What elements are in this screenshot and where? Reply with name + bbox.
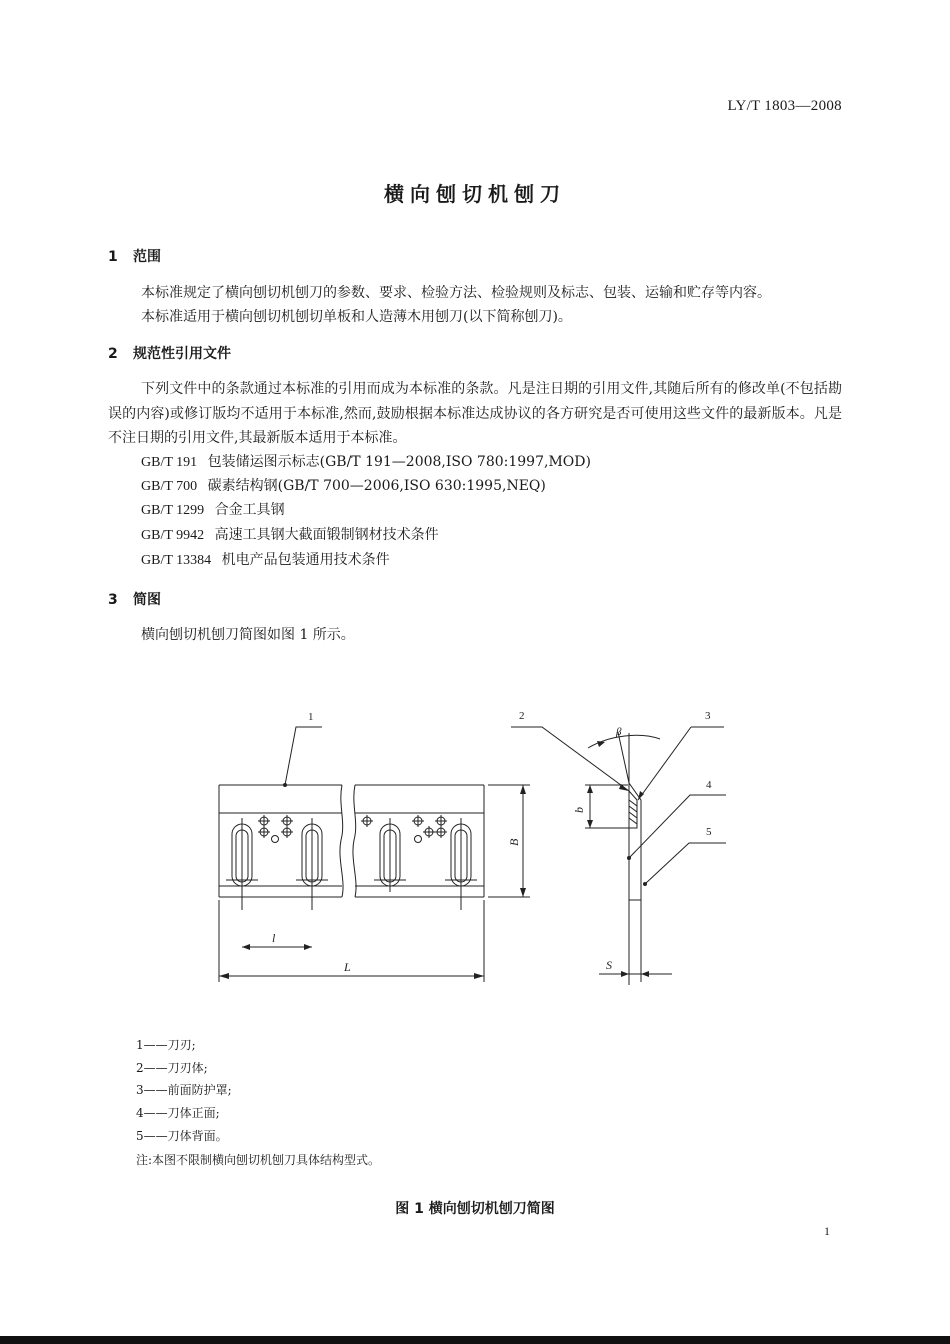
- section-title: 简图: [133, 592, 161, 608]
- bolt-holes: [258, 815, 293, 843]
- reference-title: 碳素结构钢(GB/T 700—2006,ISO 630:1995,NEQ): [207, 478, 546, 494]
- mounting-slot: [451, 818, 471, 910]
- dim-label-bevel: b: [572, 807, 586, 813]
- callout-1: 1: [308, 711, 314, 723]
- mounting-slot: [232, 818, 252, 910]
- scope-paragraph: 本标准规定了横向刨切机刨刀的参数、要求、检验方法、检验规则及标志、包装、运输和贮存等内容。: [141, 285, 771, 301]
- legend-item: 5——刀体背面。: [136, 1129, 228, 1143]
- blade-profile: [629, 733, 641, 985]
- reference-code: GB/T 13384: [141, 553, 212, 568]
- section-number: 1: [108, 249, 118, 265]
- normative-intro: 下列文件中的条款通过本标准的引用而成为本标准的条款。凡是注日期的引用文件,其随后所有的修改单(不包括勘误的内容)或修订版均不适用于本标准,然而,鼓励根据本标准达成协议的各方研究是否可使用这些文件的最新版本。凡是不注日期的引用文件,其最新版本适用于本标准。: [108, 381, 842, 446]
- reference-code: GB/T 1299: [141, 503, 205, 518]
- dim-label-slot-pitch: l: [272, 931, 276, 945]
- reference-code: GB/T 700: [141, 479, 198, 494]
- bolt-holes: [361, 815, 447, 843]
- legend-item: 2——刀刃体;: [136, 1061, 208, 1075]
- callout-4: 4: [706, 779, 712, 791]
- reference-code: GB/T 9942: [141, 528, 205, 543]
- callout-2: 2: [519, 710, 525, 722]
- figure-note: 注:本图不限制横向刨切机刨刀具体结构型式。: [136, 1153, 381, 1167]
- standard-code: LY/T 1803—2008: [727, 98, 842, 114]
- dim-label-length: L: [344, 960, 351, 974]
- figure-caption: 图 1 横向刨切机刨刀简图: [395, 1201, 555, 1217]
- page-bottom-border: [0, 1336, 950, 1344]
- section-title: 范围: [133, 249, 161, 265]
- reference-code: GB/T 191: [141, 455, 198, 470]
- mounting-slot: [302, 818, 322, 910]
- dim-label-thickness: S: [606, 958, 612, 972]
- callout-3: 3: [705, 710, 711, 722]
- reference-title: 高速工具钢大截面锻制钢材技术条件: [214, 527, 439, 543]
- reference-title: 包装储运图示标志(GB/T 191—2008,ISO 780:1997,MOD): [207, 454, 591, 470]
- diagram-intro: 横向刨切机刨刀简图如图 1 所示。: [141, 627, 355, 643]
- reference-title: 合金工具钢: [214, 502, 285, 518]
- section-number: 2: [108, 346, 118, 362]
- legend-item: 4——刀体正面;: [136, 1106, 220, 1120]
- section-title: 规范性引用文件: [133, 346, 231, 362]
- legend-item: 1——刀刃;: [136, 1038, 196, 1052]
- callout-5: 5: [706, 826, 712, 838]
- dim-label-width: B: [507, 838, 521, 846]
- page-number: 1: [824, 1224, 830, 1238]
- legend-item: 3——前面防护罩;: [136, 1083, 232, 1097]
- reference-title: 机电产品包装通用技术条件: [221, 552, 390, 568]
- document-title: 横向刨切机刨刀: [384, 182, 566, 206]
- section-number: 3: [108, 592, 118, 608]
- mounting-slot: [380, 818, 400, 892]
- scope-paragraph: 本标准适用于横向刨切机刨切单板和人造薄木用刨刀(以下简称刨刀)。: [141, 309, 572, 325]
- dim-label-angle: β: [616, 726, 622, 738]
